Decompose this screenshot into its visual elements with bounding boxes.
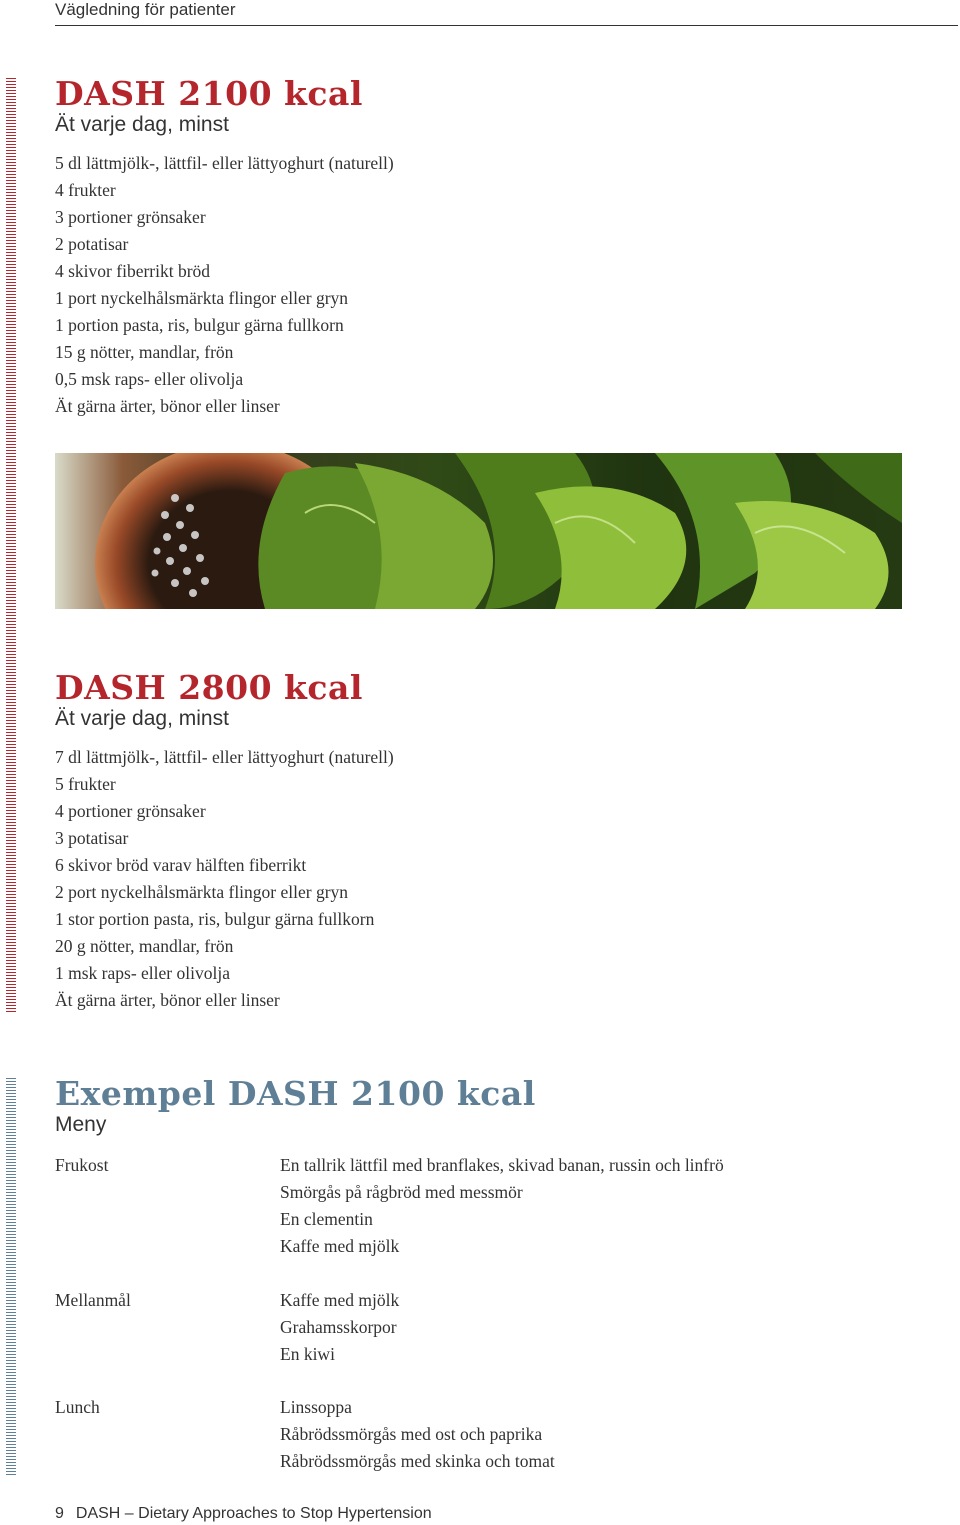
- list-item: 4 portioner grönsaker: [55, 801, 206, 821]
- red-margin-stripe: [6, 78, 16, 1013]
- dash-2800-title: DASH 2800 kcal: [55, 668, 363, 707]
- blue-margin-stripe: [6, 1078, 16, 1476]
- dash-2800-section: [55, 670, 394, 1014]
- list-item: 5 dl lättmjölk-, lättfil- eller lättyoghurt (naturell): [55, 153, 394, 173]
- meal-dishes: [280, 1152, 724, 1260]
- list-item: Grahamsskorpor: [280, 1317, 397, 1337]
- lettuce-colander-photo: [55, 453, 902, 609]
- list-item: 20 g nötter, mandlar, frön: [55, 936, 234, 956]
- example-title: Exempel DASH 2100 kcal: [55, 1074, 536, 1113]
- example-menu-section: [55, 1076, 536, 1138]
- list-item: 3 potatisar: [55, 828, 129, 848]
- list-item: Linssoppa: [280, 1397, 352, 1417]
- meal-name: Lunch: [55, 1397, 100, 1417]
- list-item: En kiwi: [280, 1344, 335, 1364]
- list-item: 15 g nötter, mandlar, frön: [55, 342, 234, 362]
- list-item: 7 dl lättmjölk-, lättfil- eller lättyoghurt (naturell): [55, 747, 394, 767]
- list-item: 3 portioner grönsaker: [55, 207, 206, 227]
- list-item: 6 skivor bröd varav hälften fiberrikt: [55, 855, 307, 875]
- list-item: 4 frukter: [55, 180, 116, 200]
- running-header: Vägledning för patienter: [55, 0, 958, 26]
- list-item: Kaffe med mjölk: [280, 1290, 400, 1310]
- list-item: Ät gärna ärter, bönor eller linser: [55, 990, 280, 1010]
- footer-text: DASH – Dietary Approaches to Stop Hypertension: [75, 1505, 432, 1522]
- dash-2100-section: [55, 76, 394, 420]
- meal-dishes: [280, 1394, 555, 1475]
- meal-dishes: [280, 1287, 399, 1368]
- list-item: Smörgås på rågbröd med messmör: [280, 1182, 523, 1202]
- meal-name: Mellanmål: [55, 1290, 131, 1310]
- list-item: 4 skivor fiberrikt bröd: [55, 261, 211, 281]
- list-item: 0,5 msk raps- eller olivolja: [55, 369, 244, 389]
- dash-2100-list: [55, 150, 394, 420]
- dash-2100-title: DASH 2100 kcal: [55, 74, 363, 113]
- list-item: Råbrödssmörgås med ost och paprika: [280, 1424, 543, 1444]
- example-subtitle: Meny: [55, 1113, 107, 1136]
- list-item: 1 stor portion pasta, ris, bulgur gärna fullkorn: [55, 909, 375, 929]
- page-footer: [55, 1503, 432, 1525]
- list-item: 5 frukter: [55, 774, 116, 794]
- list-item: 2 port nyckelhålsmärkta flingor eller gryn: [55, 882, 349, 902]
- dash-2100-subtitle: Ät varje dag, minst: [55, 113, 229, 136]
- dash-2800-list: [55, 744, 394, 1014]
- list-item: 2 potatisar: [55, 234, 129, 254]
- list-item: Råbrödssmörgås med skinka och tomat: [280, 1451, 555, 1471]
- list-item: Ät gärna ärter, bönor eller linser: [55, 396, 280, 416]
- list-item: 1 portion pasta, ris, bulgur gärna fullkorn: [55, 315, 344, 335]
- page-number: 9: [55, 1505, 64, 1522]
- list-item: En tallrik lättfil med branflakes, skivad banan, russin och linfrö: [280, 1155, 724, 1175]
- list-item: 1 port nyckelhålsmärkta flingor eller gryn: [55, 288, 349, 308]
- list-item: Kaffe med mjölk: [280, 1236, 400, 1256]
- list-item: En clementin: [280, 1209, 373, 1229]
- dash-2800-subtitle: Ät varje dag, minst: [55, 707, 229, 730]
- list-item: 1 msk raps- eller olivolja: [55, 963, 230, 983]
- meal-name: Frukost: [55, 1155, 109, 1175]
